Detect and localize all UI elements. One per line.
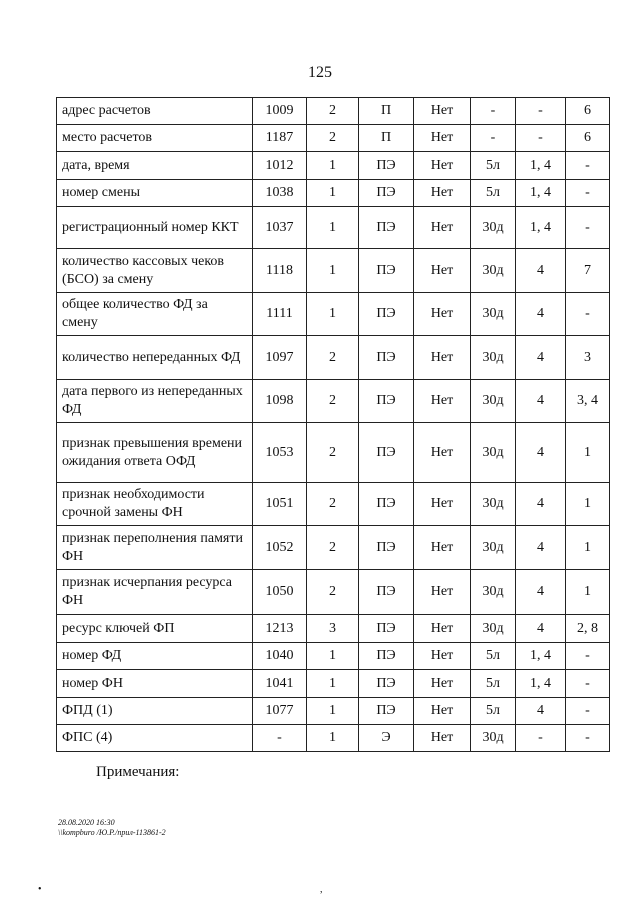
table-cell: 30д xyxy=(471,423,516,483)
table-cell: ПЭ xyxy=(359,293,414,336)
table-cell: Нет xyxy=(414,643,471,670)
table-cell: 5л xyxy=(471,152,516,180)
table-cell: Нет xyxy=(414,98,471,125)
table-cell: 2 xyxy=(307,526,359,570)
table-cell: 30д xyxy=(471,483,516,526)
table-cell: ПЭ xyxy=(359,207,414,249)
table-cell: Нет xyxy=(414,336,471,380)
table-row xyxy=(57,526,610,570)
table-cell: 1187 xyxy=(253,125,307,152)
table-cell: 1012 xyxy=(253,152,307,180)
table-cell: 1, 4 xyxy=(516,180,566,207)
table-cell: - xyxy=(471,125,516,152)
table-cell: - xyxy=(566,670,610,698)
table-cell: признак превышения времени ожидания ответа ОФД xyxy=(57,423,253,483)
table-cell: адрес расчетов xyxy=(57,98,253,125)
table-cell: - xyxy=(516,125,566,152)
table-row xyxy=(57,380,610,423)
table-cell: Нет xyxy=(414,698,471,725)
table-cell: 30д xyxy=(471,207,516,249)
table-cell: 1213 xyxy=(253,615,307,643)
table-cell: ПЭ xyxy=(359,526,414,570)
table-cell: дата первого из непереданных ФД xyxy=(57,380,253,423)
table-cell: номер ФД xyxy=(57,643,253,670)
table-row xyxy=(57,336,610,380)
table-cell: 6 xyxy=(566,125,610,152)
table-cell: 6 xyxy=(566,98,610,125)
table-cell: 30д xyxy=(471,293,516,336)
table-cell: 1 xyxy=(566,423,610,483)
table-cell: ПЭ xyxy=(359,570,414,615)
table-cell: ПЭ xyxy=(359,615,414,643)
table-row xyxy=(57,423,610,483)
table-cell: 1, 4 xyxy=(516,643,566,670)
table-cell: 1041 xyxy=(253,670,307,698)
table-cell: 1 xyxy=(307,670,359,698)
table-cell: 2 xyxy=(307,125,359,152)
table-cell: 4 xyxy=(516,570,566,615)
table-cell: ФПД (1) xyxy=(57,698,253,725)
table-cell: - xyxy=(566,725,610,752)
table-cell: 5л xyxy=(471,643,516,670)
table-cell: 30д xyxy=(471,615,516,643)
table-cell: 4 xyxy=(516,249,566,293)
scan-mark-center: , xyxy=(320,884,323,895)
table-cell: ПЭ xyxy=(359,152,414,180)
table-cell: Нет xyxy=(414,526,471,570)
table-cell: 4 xyxy=(516,336,566,380)
table-cell: номер смены xyxy=(57,180,253,207)
table-cell: место расчетов xyxy=(57,125,253,152)
table-cell: - xyxy=(253,725,307,752)
page-number: 125 xyxy=(308,64,332,81)
table-cell: - xyxy=(566,152,610,180)
table-cell: 4 xyxy=(516,615,566,643)
table-cell: Нет xyxy=(414,483,471,526)
table-cell: 2 xyxy=(307,570,359,615)
table-cell: 1, 4 xyxy=(516,670,566,698)
table-row xyxy=(57,293,610,336)
table-cell: ПЭ xyxy=(359,180,414,207)
table-cell: 4 xyxy=(516,698,566,725)
table-cell: 30д xyxy=(471,526,516,570)
table-cell: Нет xyxy=(414,670,471,698)
table-cell: Нет xyxy=(414,725,471,752)
table-cell: Нет xyxy=(414,423,471,483)
table-cell: количество кассовых чеков (БСО) за смену xyxy=(57,249,253,293)
table-cell: 4 xyxy=(516,293,566,336)
table-cell: 1, 4 xyxy=(516,207,566,249)
table-cell: 1, 4 xyxy=(516,152,566,180)
table-cell: 2 xyxy=(307,380,359,423)
table-cell: 1 xyxy=(307,207,359,249)
table-cell: - xyxy=(566,293,610,336)
table-cell: 1 xyxy=(566,526,610,570)
table-cell: Нет xyxy=(414,207,471,249)
footer-path: \\kompburo /Ю.Р./прил-113861-2 xyxy=(58,828,166,837)
table-cell: 2 xyxy=(307,423,359,483)
table-cell: - xyxy=(516,725,566,752)
table-cell: дата, время xyxy=(57,152,253,180)
table-cell: 4 xyxy=(516,423,566,483)
table-cell: 1052 xyxy=(253,526,307,570)
table-cell: 30д xyxy=(471,725,516,752)
table-cell: ПЭ xyxy=(359,670,414,698)
table-cell: 1098 xyxy=(253,380,307,423)
table-cell: 3 xyxy=(307,615,359,643)
table-cell: ПЭ xyxy=(359,698,414,725)
table-row xyxy=(57,152,610,180)
table-cell: признак переполнения памяти ФН xyxy=(57,526,253,570)
table-cell: 1050 xyxy=(253,570,307,615)
table-cell: 4 xyxy=(516,526,566,570)
table-cell: 1 xyxy=(307,249,359,293)
table-row xyxy=(57,698,610,725)
table-cell: 1 xyxy=(307,698,359,725)
table-row xyxy=(57,207,610,249)
table-cell: ПЭ xyxy=(359,336,414,380)
table-cell: 5л xyxy=(471,698,516,725)
table-cell: регистрационный номер ККТ xyxy=(57,207,253,249)
table-cell: общее количество ФД за смену xyxy=(57,293,253,336)
table-cell: ПЭ xyxy=(359,249,414,293)
table-cell: 2, 8 xyxy=(566,615,610,643)
table-cell: ПЭ xyxy=(359,380,414,423)
footer-stamp xyxy=(58,818,166,838)
table-cell: ресурс ключей ФП xyxy=(57,615,253,643)
table-cell: - xyxy=(516,98,566,125)
table-row xyxy=(57,98,610,125)
table-row xyxy=(57,483,610,526)
table-cell: Нет xyxy=(414,125,471,152)
table-row xyxy=(57,249,610,293)
table-cell: 1009 xyxy=(253,98,307,125)
table-row xyxy=(57,615,610,643)
table-cell: 1037 xyxy=(253,207,307,249)
table-cell: Нет xyxy=(414,570,471,615)
table-row xyxy=(57,125,610,152)
table-cell: 1051 xyxy=(253,483,307,526)
table-cell: 1097 xyxy=(253,336,307,380)
table-cell: количество непереданных ФД xyxy=(57,336,253,380)
footer-datetime: 28.08.2020 16:30 xyxy=(58,818,115,827)
table-cell: 3 xyxy=(566,336,610,380)
table-cell: ФПС (4) xyxy=(57,725,253,752)
table-cell: Нет xyxy=(414,615,471,643)
table-cell: - xyxy=(566,207,610,249)
table-cell: 2 xyxy=(307,336,359,380)
table-cell: ПЭ xyxy=(359,483,414,526)
table-cell: 1 xyxy=(307,152,359,180)
table-cell: Э xyxy=(359,725,414,752)
table-cell: 5л xyxy=(471,670,516,698)
table-cell: 7 xyxy=(566,249,610,293)
table-cell: 4 xyxy=(516,483,566,526)
table-cell: 1038 xyxy=(253,180,307,207)
table-cell: 4 xyxy=(516,380,566,423)
table-cell: 1053 xyxy=(253,423,307,483)
table-cell: - xyxy=(566,643,610,670)
table-cell: Нет xyxy=(414,152,471,180)
table-cell: П xyxy=(359,125,414,152)
table-cell: Нет xyxy=(414,180,471,207)
requisites-table xyxy=(56,97,610,752)
table-cell: 30д xyxy=(471,249,516,293)
table-cell: 1 xyxy=(307,725,359,752)
table-cell: признак необходимости срочной замены ФН xyxy=(57,483,253,526)
table-row xyxy=(57,180,610,207)
table-cell: 30д xyxy=(471,380,516,423)
table-row xyxy=(57,725,610,752)
notes-label: Примечания: xyxy=(96,764,180,780)
table-cell: 1 xyxy=(566,483,610,526)
table-cell: Нет xyxy=(414,380,471,423)
table-row xyxy=(57,570,610,615)
table-cell: - xyxy=(566,180,610,207)
table-cell: 2 xyxy=(307,98,359,125)
table-cell: 1040 xyxy=(253,643,307,670)
table-cell: ПЭ xyxy=(359,643,414,670)
scan-mark-left: • xyxy=(38,884,42,895)
table-cell: 1 xyxy=(307,293,359,336)
table-cell: 30д xyxy=(471,336,516,380)
table-cell: 3, 4 xyxy=(566,380,610,423)
table-cell: номер ФН xyxy=(57,670,253,698)
table-cell: П xyxy=(359,98,414,125)
table-cell: 1118 xyxy=(253,249,307,293)
table-row xyxy=(57,643,610,670)
table-cell: 1077 xyxy=(253,698,307,725)
table-cell: 1111 xyxy=(253,293,307,336)
table-cell: 1 xyxy=(307,643,359,670)
table-cell: Нет xyxy=(414,249,471,293)
table-cell: Нет xyxy=(414,293,471,336)
table-cell: 5л xyxy=(471,180,516,207)
table-cell: признак исчерпания ресурса ФН xyxy=(57,570,253,615)
table-cell: 1 xyxy=(566,570,610,615)
table-cell: 30д xyxy=(471,570,516,615)
table-cell: - xyxy=(471,98,516,125)
table-row xyxy=(57,670,610,698)
table-cell: - xyxy=(566,698,610,725)
table-cell: 2 xyxy=(307,483,359,526)
table-cell: ПЭ xyxy=(359,423,414,483)
table-cell: 1 xyxy=(307,180,359,207)
